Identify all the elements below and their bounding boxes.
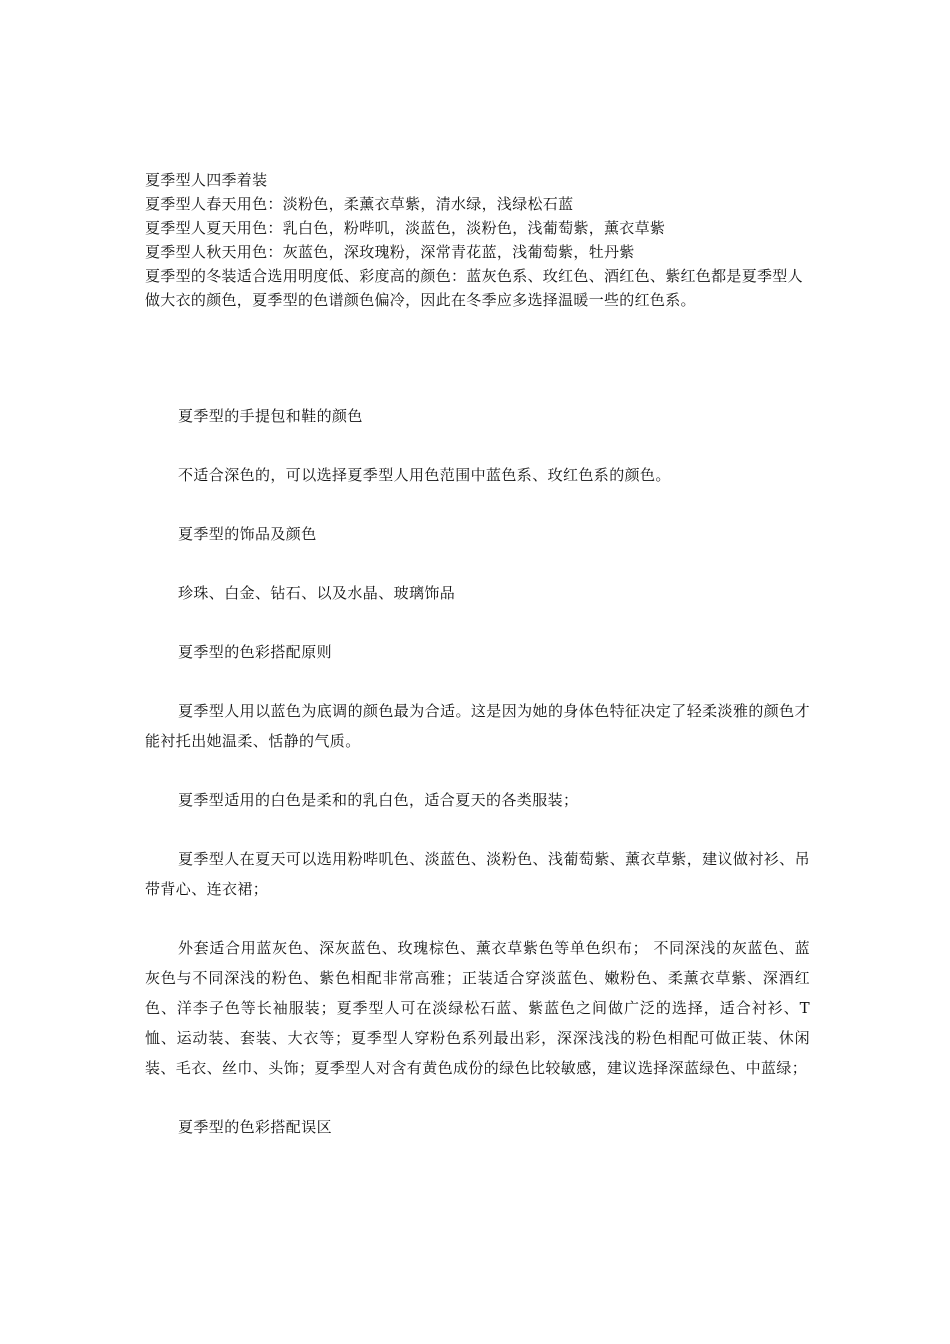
white-color-paragraph: 夏季型适用的白色是柔和的乳白色，适合夏天的各类服装；	[178, 791, 579, 809]
summer-clothing-paragraph: 夏季型人在夏天可以选用粉哔叽色、淡蓝色、淡粉色、浅葡萄紫、薰衣草紫，建议做衬衫、吊带背心、连衣裙；	[145, 850, 810, 898]
accessories-paragraph: 珍珠、白金、钻石、以及水晶、玻璃饰品	[178, 584, 456, 602]
summer-colors-line: 夏季型人夏天用色：乳白色，粉哔叽，淡蓝色，淡粉色，浅葡萄紫，薰衣草紫	[145, 219, 666, 237]
four-seasons-title: 夏季型人四季着装	[145, 171, 268, 189]
winter-colors-paragraph: 夏季型的冬装适合选用明度低、彩度高的颜色：蓝灰色系、玫红色、酒红色、紫红色都是夏季型人做大衣的颜色，夏季型的色谱颜色偏冷，因此在冬季应多选择温暖一些的红色系。	[145, 267, 803, 309]
bags-shoes-heading: 夏季型的手提包和鞋的颜色	[178, 407, 363, 425]
color-mistakes-heading: 夏季型的色彩搭配误区	[178, 1118, 333, 1136]
bags-shoes-paragraph: 不适合深色的，可以选择夏季型人用色范围中蓝色系、玫红色系的颜色。	[178, 466, 671, 484]
accessories-heading: 夏季型的饰品及颜色	[178, 525, 317, 543]
coat-colors-paragraph: 外套适合用蓝灰色、深灰蓝色、玫瑰棕色、薰衣草紫色等单色织布； 不同深浅的灰蓝色、蓝灰色与不同深浅的粉色、紫色相配非常高雅；正装适合穿淡蓝色、嫩粉色、柔薰衣草紫、深酒红色、洋李子色等长袖服装；夏季型人可在淡绿松石蓝、紫蓝色之间做广泛的选择，适合衬衫、T恤、运动装、套装、大衣等；夏季型人穿粉色系列最出彩，深深浅浅的粉色相配可做正装、休闲装、毛衣、丝巾、头饰；夏季型人对含有黄色成份的绿色比较敏感，建议选择深蓝绿色、中蓝绿；	[145, 939, 810, 1077]
spring-colors-line: 夏季型人春天用色：淡粉色，柔薰衣草紫，清水绿，浅绿松石蓝	[145, 195, 574, 213]
article-body	[145, 401, 810, 1171]
color-principles-heading: 夏季型的色彩搭配原则	[178, 643, 333, 661]
color-principles-paragraph: 夏季型人用以蓝色为底调的颜色最为合适。这是因为她的身体色特征决定了轻柔淡雅的颜色才能衬托出她温柔、恬静的气质。	[145, 702, 810, 750]
autumn-colors-line: 夏季型人秋天用色：灰蓝色，深玫瑰粉，深常青花蓝，浅葡萄紫，牡丹紫	[145, 243, 635, 261]
four-seasons-block	[145, 168, 815, 312]
